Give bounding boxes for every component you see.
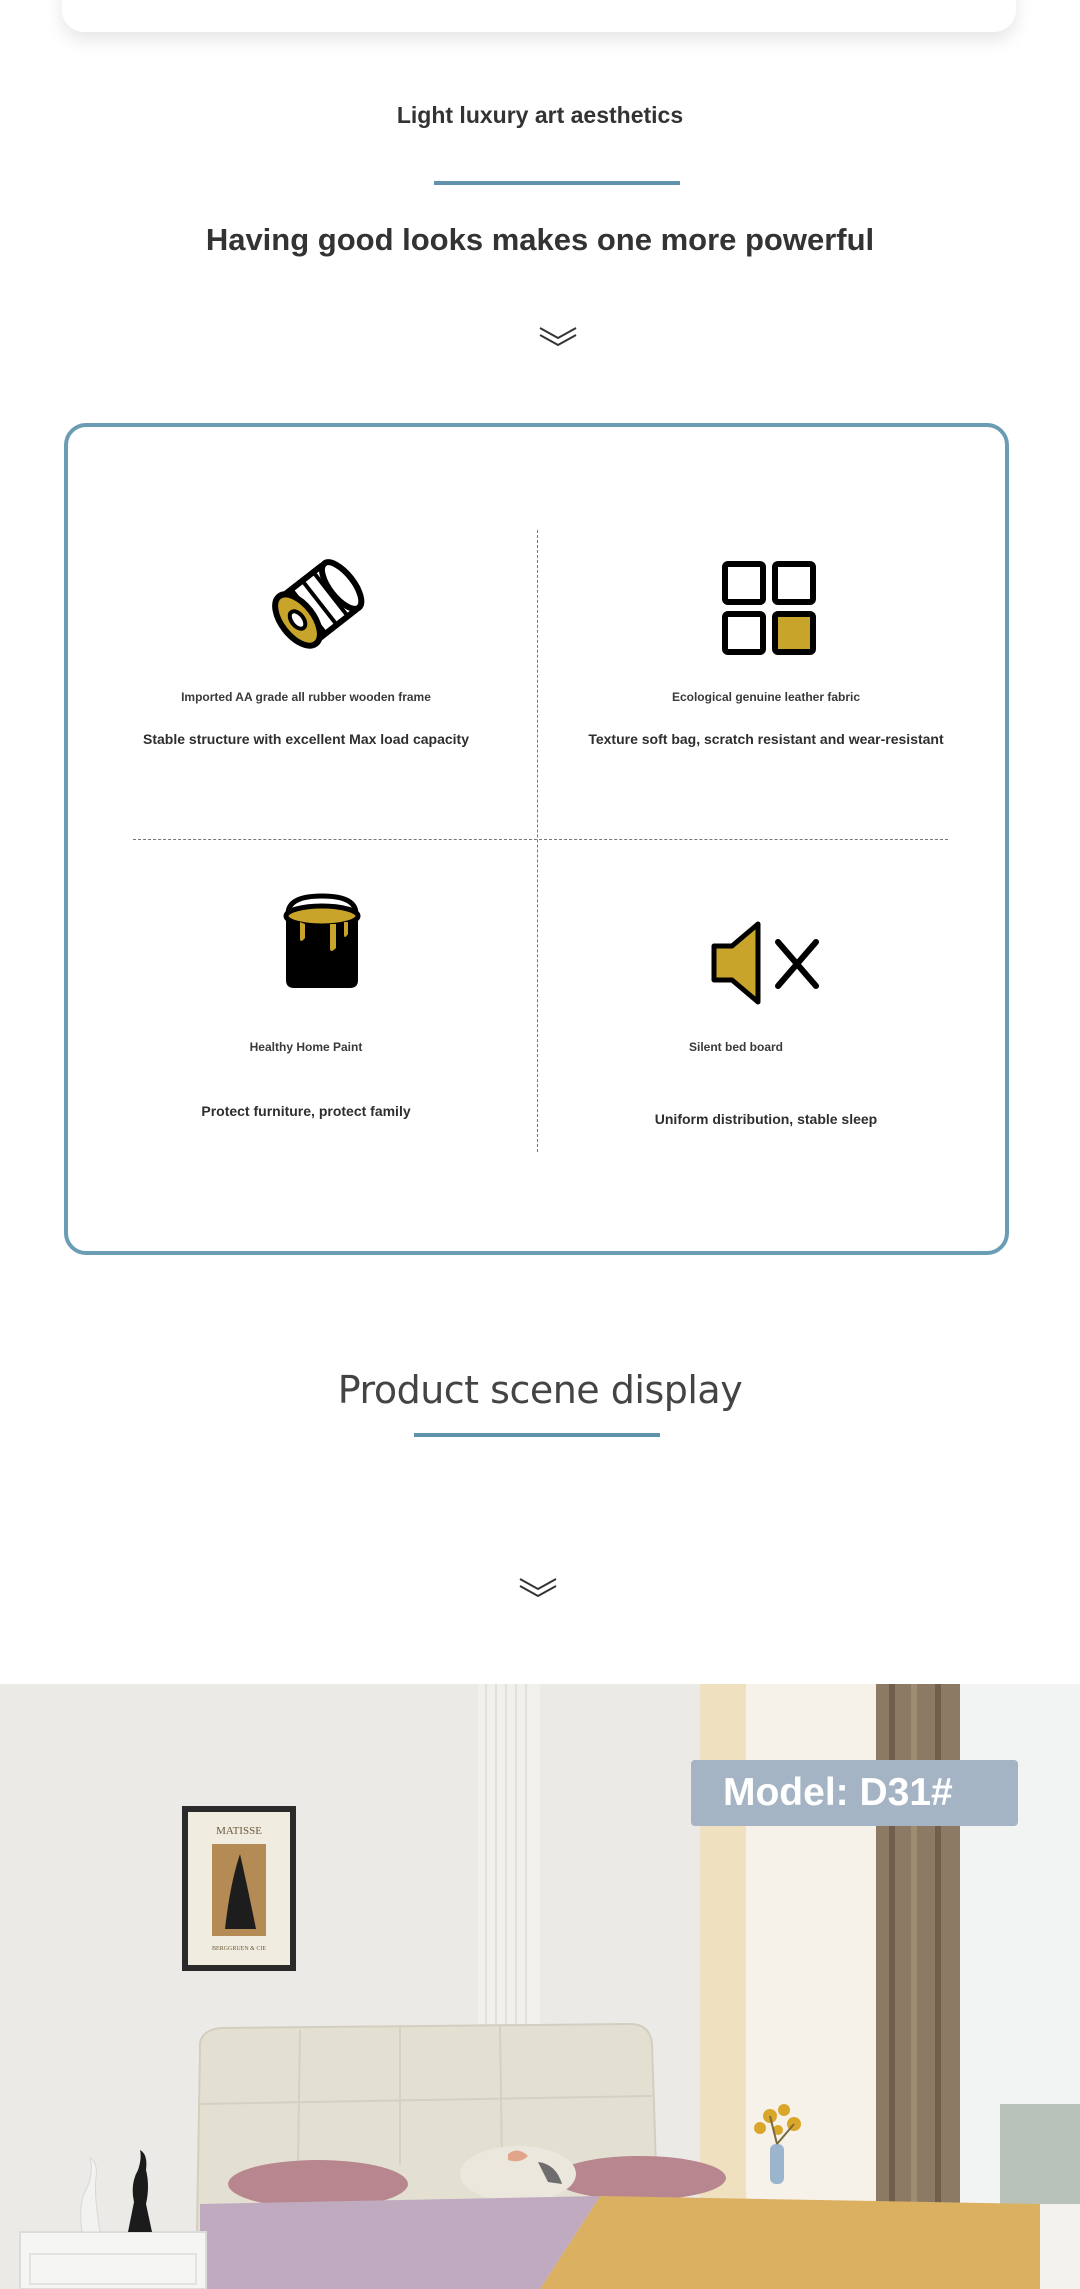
feature-title: Silent bed board bbox=[688, 1040, 783, 1054]
feature-title: Imported AA grade all rubber wooden frame bbox=[181, 690, 431, 704]
title-underline bbox=[414, 1433, 660, 1437]
feature-title: Healthy Home Paint bbox=[249, 1040, 363, 1054]
wood-log-icon bbox=[268, 556, 368, 652]
chevron-down-icon bbox=[538, 322, 578, 352]
feature-description: Texture soft bag, scratch resistant and wear-resistant bbox=[588, 731, 944, 747]
previous-section-card bbox=[62, 0, 1016, 32]
wall-slats bbox=[478, 1684, 540, 2024]
title-underline bbox=[434, 181, 680, 185]
feature-title: Ecological genuine leather fabric bbox=[671, 690, 861, 704]
svg-text:MATISSE: MATISSE bbox=[216, 1825, 262, 1837]
chevron-down-icon bbox=[518, 1573, 558, 1603]
paint-bucket-icon bbox=[280, 892, 364, 992]
model-badge: Model: D31# bbox=[691, 1760, 1018, 1826]
feature-description: Uniform distribution, stable sleep bbox=[654, 1111, 878, 1127]
feature-description: Protect furniture, protect family bbox=[201, 1103, 411, 1119]
section-subtitle: Having good looks makes one more powerful bbox=[205, 222, 875, 257]
vertical-divider bbox=[537, 530, 538, 1152]
grid-squares-icon bbox=[721, 560, 817, 656]
wall-poster bbox=[182, 1806, 296, 1971]
svg-text:BERGGRUEN & CIE: BERGGRUEN & CIE bbox=[212, 1946, 266, 1952]
section-title: Light luxury art aesthetics bbox=[396, 102, 684, 128]
feature-description: Stable structure with excellent Max load capacity bbox=[143, 731, 469, 747]
section-title: Product scene display bbox=[337, 1368, 743, 1412]
horizontal-divider bbox=[133, 839, 948, 840]
mute-speaker-icon bbox=[710, 920, 822, 1006]
